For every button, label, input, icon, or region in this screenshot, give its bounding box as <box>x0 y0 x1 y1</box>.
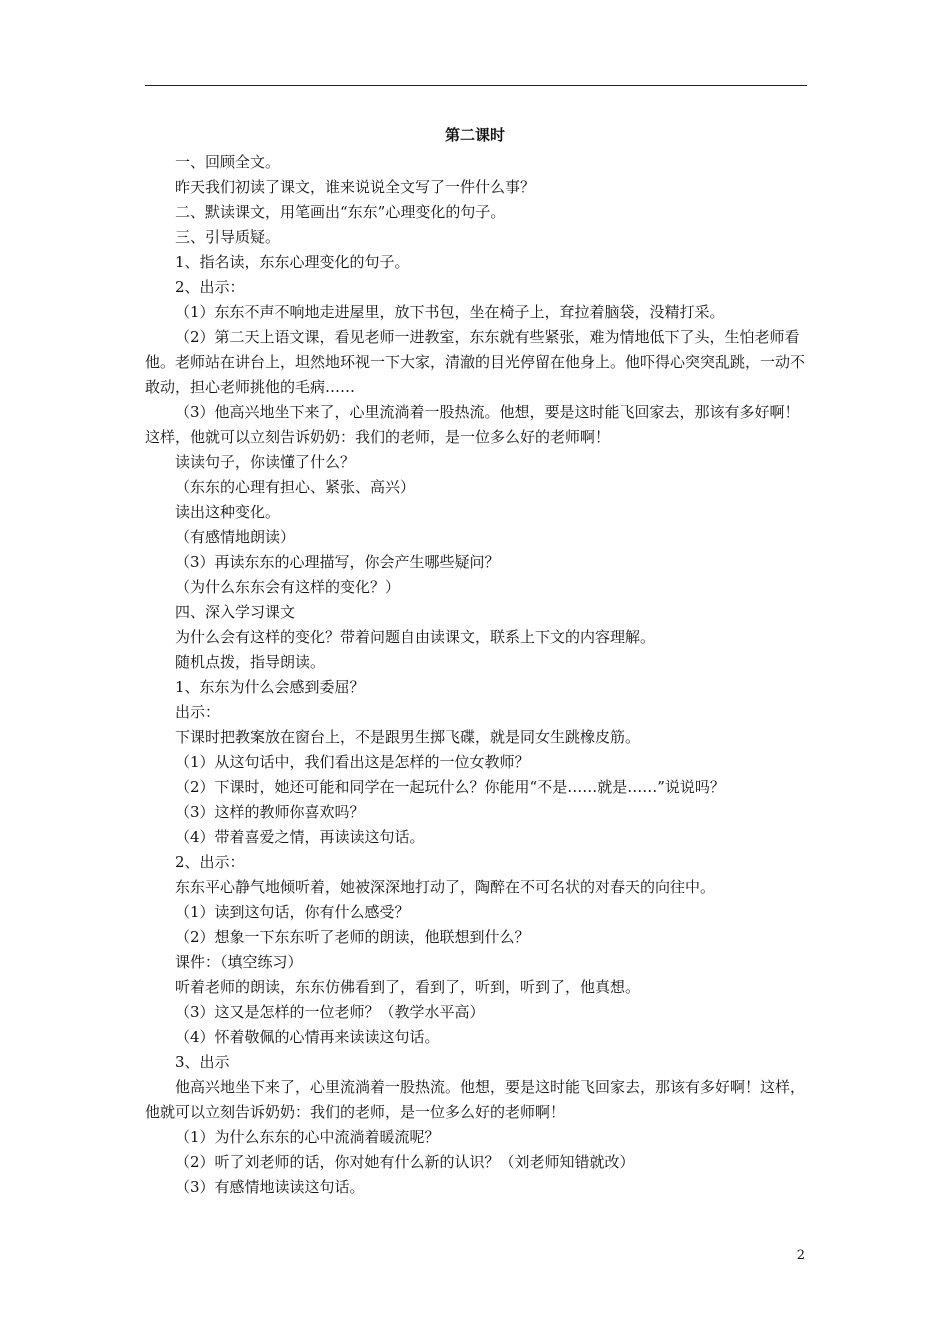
paragraph: （3）有感情地读读这句话。 <box>175 1178 365 1196</box>
header-rule <box>145 85 807 86</box>
paragraph: （2）第二天上语文课，看见老师一进教室，东东就有些紧张，难为情地低下了头，生怕老师看他。老师站在讲台上，坦然地环视一下大家，清澈的目光停留在他身上。他吓得心突突乱跳，一动不敢动，担心老师挑他的毛病…… <box>145 328 806 396</box>
paragraph: （3）再读东东的心理描写，你会产生哪些疑问？ <box>175 553 500 571</box>
paragraph: （2）想象一下东东听了老师的朗读，他联想到什么？ <box>175 928 530 946</box>
page-number: 2 <box>796 1248 805 1263</box>
paragraph: （1）从这句话中，我们看出这是怎样的一位女教师？ <box>175 753 530 771</box>
paragraph: （1）为什么东东的心中流淌着暖流呢？ <box>175 1128 440 1146</box>
paragraph: 课件：（填空练习） <box>175 953 303 971</box>
paragraph: （4）带着喜爱之情，再读读这句话。 <box>175 828 425 846</box>
paragraph: 1、东东为什么会感到委屈？ <box>175 678 365 696</box>
paragraph: 一、回顾全文。 <box>175 153 281 171</box>
paragraph: 昨天我们初读了课文，谁来说说全文写了一件什么事？ <box>175 178 536 196</box>
document-body <box>145 150 807 1200</box>
paragraph: （3）这又是怎样的一位老师？（教学水平高） <box>175 1003 485 1021</box>
paragraph: （3）他高兴地坐下来了，心里流淌着一股热流。他想，要是这时能飞回家去，那该有多好啊！这样，他就可以立刻告诉奶奶：我们的老师，是一位多么好的老师啊！ <box>145 403 800 446</box>
paragraph: 他高兴地坐下来了，心里流淌着一股热流。他想，要是这时能飞回家去，那该有多好啊！这样，他就可以立刻告诉奶奶：我们的老师，是一位多么好的老师啊！ <box>145 1078 806 1121</box>
section-title: 第二课时 <box>444 126 505 144</box>
paragraph: （东东的心理有担心、紧张、高兴） <box>175 478 416 496</box>
paragraph: （2）听了刘老师的话，你对她有什么新的认识？（刘老师知错就改） <box>175 1153 635 1171</box>
paragraph: （有感情地朗读） <box>175 528 296 546</box>
paragraph: 为什么会有这样的变化？带着问题自由读课文，联系上下文的内容理解。 <box>175 628 656 646</box>
paragraph: 三、引导质疑。 <box>175 228 281 246</box>
paragraph: （2）下课时，她还可能和同学在一起玩什么？你能用“不是……就是……”说说吗？ <box>175 778 725 796</box>
paragraph: 东东平心静气地倾听着，她被深深地打动了，陶醉在不可名状的对春天的向往中。 <box>175 878 716 896</box>
paragraph: 3、出示 <box>175 1053 230 1071</box>
paragraph: （3）这样的教师你喜欢吗？ <box>175 803 365 821</box>
paragraph: 读出这种变化。 <box>175 503 281 521</box>
paragraph: 出示： <box>175 703 221 721</box>
paragraph: 2、出示： <box>175 278 245 296</box>
paragraph: 读读句子，你读懂了什么？ <box>175 453 356 471</box>
paragraph: 1、指名读，东东心理变化的句子。 <box>175 253 410 271</box>
paragraph: 下课时把教案放在窗台上，不是跟男生掷飞碟，就是同女生跳橡皮筋。 <box>175 728 641 746</box>
paragraph: 2、出示： <box>175 853 245 871</box>
paragraph: 二、默读课文，用笔画出“东东”心理变化的句子。 <box>175 203 506 221</box>
paragraph: 听着老师的朗读，东东仿佛看到了，看到了，听到，听到了，他真想。 <box>175 978 641 996</box>
paragraph: （为什么东东会有这样的变化？） <box>175 578 401 596</box>
paragraph: （1）读到这句话，你有什么感受？ <box>175 903 410 921</box>
paragraph: （1）东东不声不响地走进屋里，放下书包，坐在椅子上，耷拉着脑袋，没精打采。 <box>175 303 725 321</box>
paragraph: 四、深入学习课文 <box>175 603 296 621</box>
paragraph: （4）怀着敬佩的心情再来读读这句话。 <box>175 1028 440 1046</box>
paragraph: 随机点拨，指导朗读。 <box>175 653 326 671</box>
